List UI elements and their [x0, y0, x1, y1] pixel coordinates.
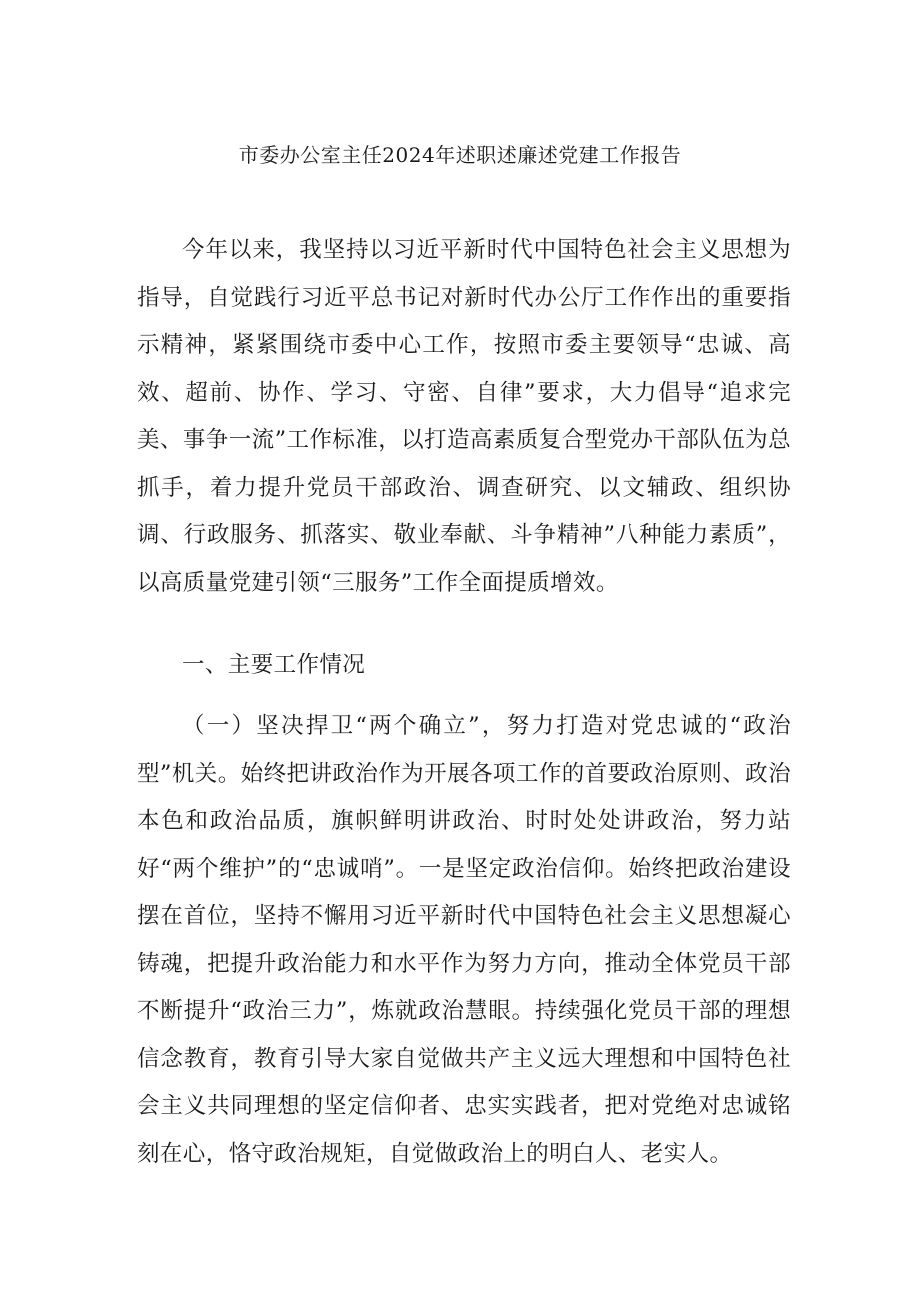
section-paragraph: （一）坚决捍卫“两个确立”，努力打造对党忠诚的“政治型”机关。始终把讲政治作为开展各项工作的首要政治原则、政治本色和政治品质，旗帜鲜明讲政治、时时处处讲政治，努力站好“两个维护”的“忠诚哨”。一是坚定政治信仰。始终把政治建设摆在首位，坚持不懈用习近平新时代中国特色社会主义思想凝心铸魂，把提升政治能力和水平作为努力方向，推动全体党员干部不断提升“政治三力”，炼就政治慧眼。持续强化党员干部的理想信念教育，教育引导大家自觉做共产主义远大理想和中国特色社会主义共同理想的坚定信仰者、忠实实践者，把对党绝对忠诚铭刻在心，恪守政治规矩，自觉做政治上的明白人、老实人。 — [137, 713, 791, 1167]
section-heading: 一、主要工作情况 — [182, 652, 366, 678]
document-title: 市委办公室主任2024年述职述廉述党建工作报告 — [238, 143, 682, 167]
intro-paragraph: 今年以来，我坚持以习近平新时代中国特色社会主义思想为指导，自觉践行习近平总书记对新时代办公厅工作作出的重要指示精神，紧紧围绕市委中心工作，按照市委主要领导“忠诚、高效、超前、协作、学习、守密、自律”要求，大力倡导“追求完美、事争一流”工作标准，以打造高素质复合型党办干部队伍为总抓手，着力提升党员干部政治、调查研究、以文辅政、组织协调、行政服务、抓落实、敬业奉献、斗争精神”八种能力素质”，以高质量党建引领“三服务”工作全面提质增效。 — [137, 237, 791, 596]
